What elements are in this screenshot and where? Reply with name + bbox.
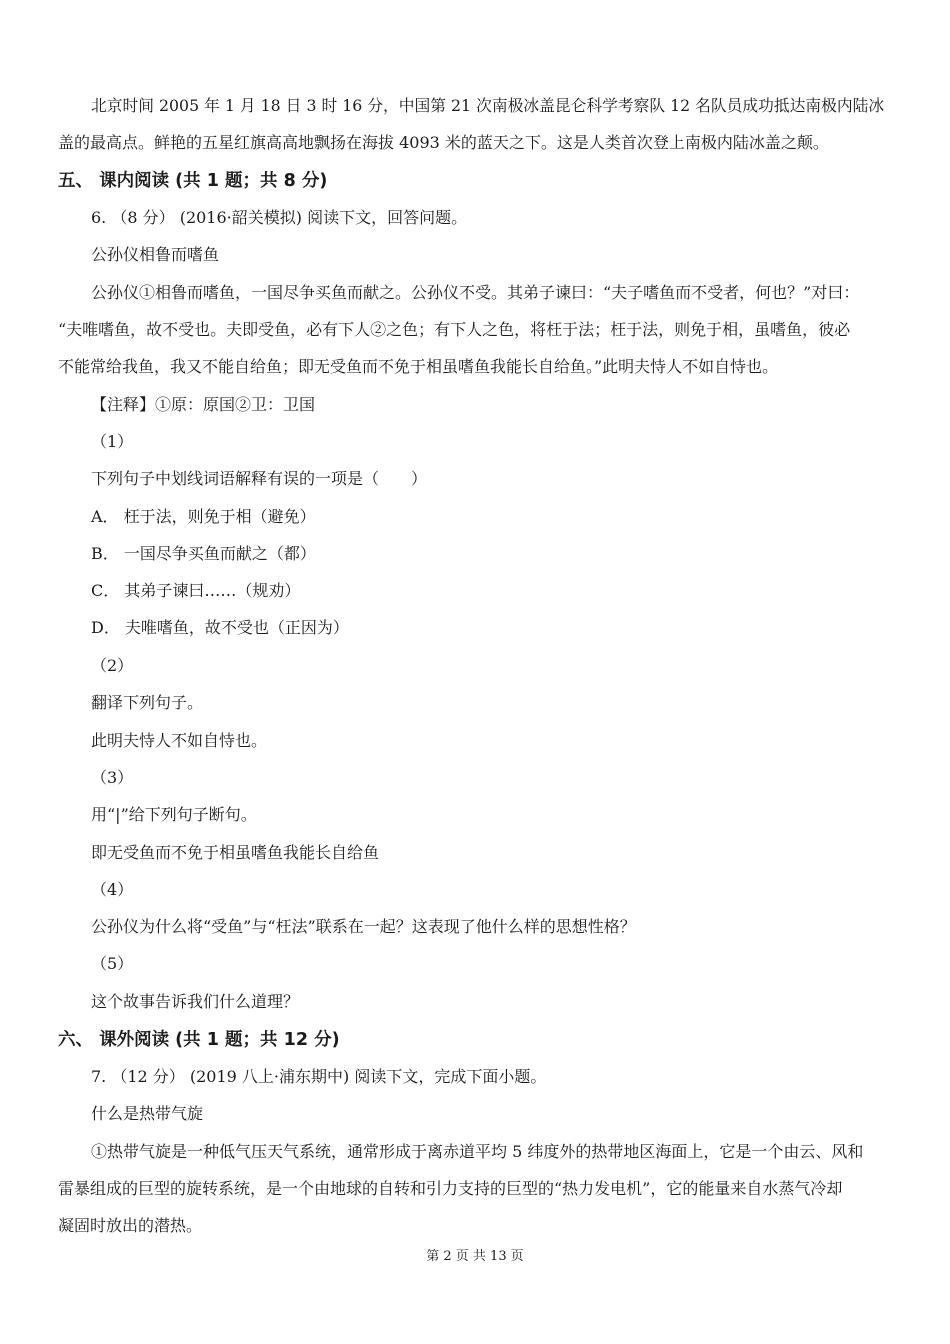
subquestion-number: （1） [91, 432, 134, 451]
passage-title: 公孙仪相鲁而嗜鱼 [91, 245, 220, 264]
passage-line: ①热带气旋是一种低气压天气系统，通常形成于离赤道平均 5 纬度外的热带地区海面上，它是一个由云、风和 [91, 1142, 864, 1161]
choice-option-b: B． 一国尽争买鱼而献之（都） [91, 544, 316, 563]
subquestion-number: （2） [91, 656, 134, 675]
subquestion-prompt: 公孙仪为什么将“受鱼”与“枉法”联系在一起？这表现了他什么样的思想性格？ [91, 917, 636, 936]
subquestion-prompt: 这个故事告诉我们什么道理？ [91, 992, 300, 1011]
section-heading: 六、 课外阅读 (共 1 题；共 12 分) [58, 1030, 340, 1050]
passage-line: “夫唯嗜鱼，故不受也。夫即受鱼，必有下人②之色；有下人之色，将枉于法；枉于法，则免于相，虽嗜鱼，彼必 [58, 320, 851, 339]
subquestion-number: （5） [91, 954, 134, 973]
subquestion-number: （3） [91, 768, 134, 787]
passage-line: 不能常给我鱼，我又不能自给鱼；即无受鱼而不免于相虽嗜鱼我能长自给鱼。”此明夫恃人不如自恃也。 [58, 357, 779, 376]
passage-line: 雷暴组成的巨型的旋转系统，是一个由地球的自转和引力支持的巨型的“热力发电机”，它的能量来自水蒸气冷却 [58, 1179, 843, 1198]
subquestion-number: （4） [91, 880, 134, 899]
passage-note: 【注释】①原：原国②卫：卫国 [91, 395, 316, 414]
passage-title: 什么是热带气旋 [91, 1104, 204, 1123]
subquestion-sentence: 此明夫恃人不如自恃也。 [91, 731, 268, 750]
choice-option-a: A． 枉于法，则免于相（避免） [91, 507, 316, 526]
choice-option-c: C． 其弟子谏曰……（规劝） [91, 581, 301, 600]
passage-line: 凝固时放出的潜热。 [58, 1216, 203, 1235]
choice-option-d: D． 夫唯嗜鱼，故不受也（正因为） [91, 618, 349, 637]
subquestion-sentence: 即无受鱼而不免于相虽嗜鱼我能长自给鱼 [91, 843, 380, 862]
subquestion-prompt: 用“|”给下列句子断句。 [91, 805, 257, 824]
paragraph-line: 盖的最高点。鲜艳的五星红旗高高地飘扬在海拔 4093 米的蓝天之下。这是人类首次登上南极内陆冰盖之颠。 [58, 133, 829, 152]
passage-line: 公孙仪①相鲁而嗜鱼，一国尽争买鱼而献之。公孙仪不受。其弟子谏曰：“夫子嗜鱼而不受者，何也？”对曰： [91, 283, 860, 302]
question-header: 6. （8 分） (2016·韶关模拟) 阅读下文，回答问题。 [91, 208, 468, 227]
page-footer: 第 2 页 共 13 页 [426, 1249, 524, 1264]
question-header: 7. （12 分） (2019 八上·浦东期中) 阅读下文，完成下面小题。 [91, 1067, 547, 1086]
subquestion-prompt: 下列句子中划线词语解释有误的一项是（ ） [91, 469, 428, 488]
section-heading: 五、 课内阅读 (共 1 题；共 8 分) [58, 171, 328, 191]
subquestion-prompt: 翻译下列句子。 [91, 693, 204, 712]
paragraph-line: 北京时间 2005 年 1 月 18 日 3 时 16 分，中国第 21 次南极冰盖昆仑科学考察队 12 名队员成功抵达南极内陆冰 [91, 96, 885, 115]
